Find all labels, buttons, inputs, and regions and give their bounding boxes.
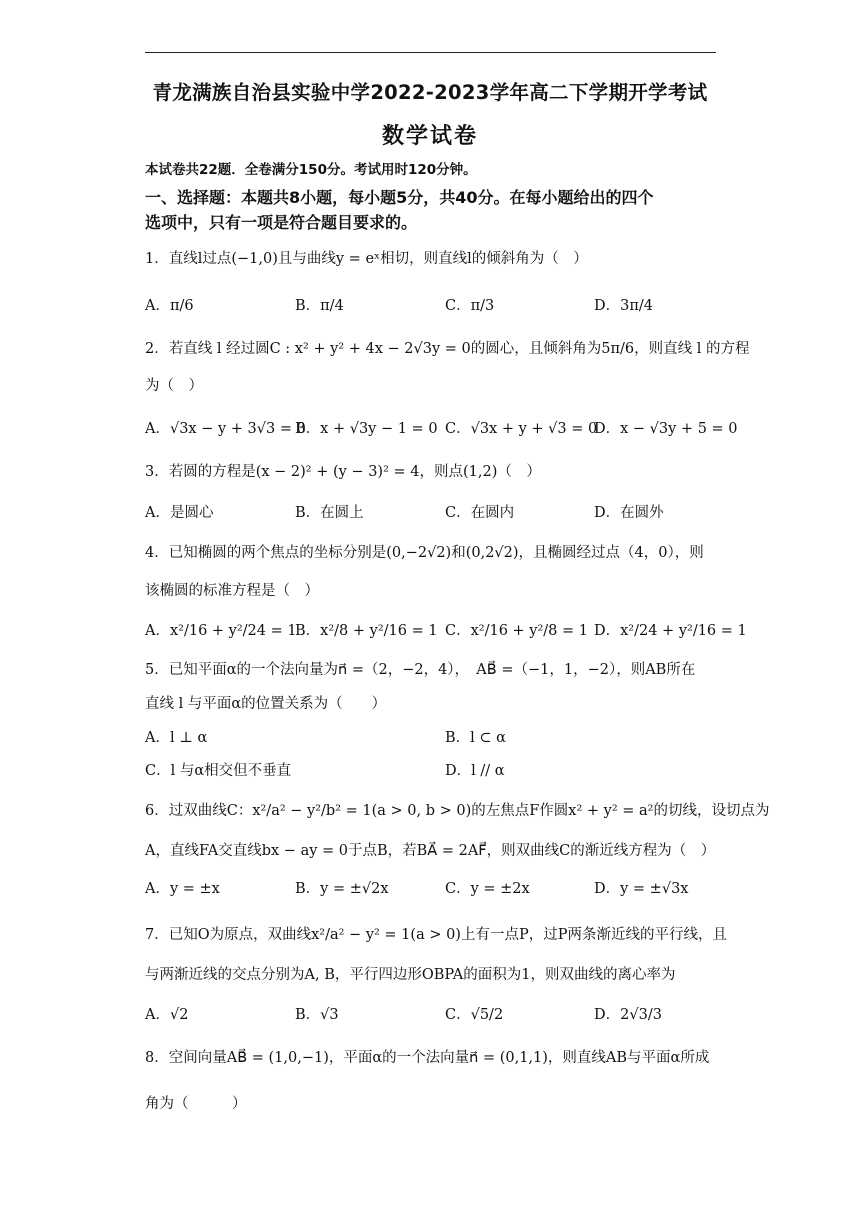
question-6-option-b: B．y = ±√2x xyxy=(295,881,389,897)
question-6-option-a: A．y = ±x xyxy=(145,881,220,897)
question-1-option-a: A．π/6 xyxy=(145,298,194,314)
question-3-option-d: D．在圆外 xyxy=(594,505,664,521)
question-7-option-c: C．√5/2 xyxy=(445,1007,504,1023)
question-4-stem-line1: 4．已知椭圆的两个焦点的坐标分别是(0,−2√2)和(0,2√2)，且椭圆经过点（4，0），则 xyxy=(145,545,704,561)
question-8-stem-line1: 8．空间向量AB⃗ = (1,0,−1)，平面α的一个法向量n⃗ = (0,1,1)，则直线AB与平面α所成 xyxy=(145,1050,710,1066)
question-5-option-a: A．l ⊥ α xyxy=(145,730,208,746)
question-7-option-a: A．√2 xyxy=(145,1007,189,1023)
exam-subtitle: 数学试卷 xyxy=(381,124,478,149)
question-6-option-d: D．y = ±√3x xyxy=(594,881,689,897)
question-5-option-c: C．l 与α相交但不垂直 xyxy=(145,763,292,779)
question-4-option-b: B．x²/8 + y²/16 = 1 xyxy=(295,623,438,639)
question-4-option-c: C．x²/16 + y²/8 = 1 xyxy=(445,623,588,639)
question-7-option-d: D．2√3/3 xyxy=(594,1007,662,1023)
question-7-stem-line2: 与两渐近线的交点分别为A, B，平行四边形OBPA的面积为1，则双曲线的离心率为 xyxy=(145,967,676,983)
question-4-option-d: D．x²/24 + y²/16 = 1 xyxy=(594,623,747,639)
question-3-option-b: B．在圆上 xyxy=(295,505,364,521)
question-4-stem-line2: 该椭圆的标准方程是（ ） xyxy=(145,583,319,599)
question-4-option-a: A．x²/16 + y²/24 = 1 xyxy=(145,623,297,639)
question-5-stem-line2: 直线 l 与平面α的位置关系为（ ） xyxy=(145,696,387,712)
question-1-stem: 1．直线l过点(−1,0)且与曲线y = eˣ相切，则直线l的倾斜角为（ ） xyxy=(145,251,588,267)
question-2-option-c: C．√3x + y + √3 = 0 xyxy=(445,421,598,437)
question-5-option-b: B．l ⊂ α xyxy=(445,730,506,746)
section-heading-line2: 选项中，只有一项是符合题目要求的。 xyxy=(145,213,418,232)
question-2-option-b: B．x + √3y − 1 = 0 xyxy=(295,421,438,437)
header-rule xyxy=(145,52,716,53)
question-6-option-c: C．y = ±2x xyxy=(445,881,530,897)
question-7-option-b: B．√3 xyxy=(295,1007,339,1023)
question-3-option-c: C．在圆内 xyxy=(445,505,515,521)
question-3-option-a: A．是圆心 xyxy=(145,505,214,521)
exam-title: 青龙满族自治县实验中学2022-2023学年高二下学期开学考试 xyxy=(152,81,708,104)
question-5-stem-line1: 5．已知平面α的一个法向量为n⃗ =（2，−2，4）， AB⃗ =（−1，1，−2），则AB所在 xyxy=(145,662,696,678)
question-2-stem-line2: 为（ ） xyxy=(145,378,203,394)
question-6-stem-line2: A，直线FA交直线bx − ay = 0于点B，若BA⃗ = 2AF⃗，则双曲线C的渐近线方程为（ ） xyxy=(145,843,716,859)
question-3-stem: 3．若圆的方程是(x − 2)² + (y − 3)² = 4，则点(1,2)（ ） xyxy=(145,464,541,480)
exam-intro: 本试卷共22题．全卷满分150分。考试用时120分钟。 xyxy=(145,162,477,178)
question-5-option-d: D．l // α xyxy=(445,763,505,779)
question-1-option-c: C．π/3 xyxy=(445,298,495,314)
question-2-option-d: D．x − √3y + 5 = 0 xyxy=(594,421,738,437)
question-1-option-b: B．π/4 xyxy=(295,298,344,314)
section-heading-line1: 一、选择题：本题共8小题，每小题5分，共40分。在每小题给出的四个 xyxy=(145,188,654,207)
question-1-option-d: D．3π/4 xyxy=(594,298,653,314)
question-6-stem-line1: 6．过双曲线C：x²/a² − y²/b² = 1(a > 0, b > 0)的左焦点F作圆x² + y² = a²的切线，设切点为 xyxy=(145,803,770,819)
question-2-stem-line1: 2．若直线 l 经过圆C : x² + y² + 4x − 2√3y = 0的圆心，且倾斜角为5π/6，则直线 l 的方程 xyxy=(145,341,750,357)
question-8-stem-line2: 角为（ ） xyxy=(145,1096,247,1112)
question-2-option-a: A．√3x − y + 3√3 = 0 xyxy=(145,421,306,437)
question-7-stem-line1: 7．已知O为原点，双曲线x²/a² − y² = 1(a > 0)上有一点P，过P两条渐近线的平行线，且 xyxy=(145,927,727,943)
